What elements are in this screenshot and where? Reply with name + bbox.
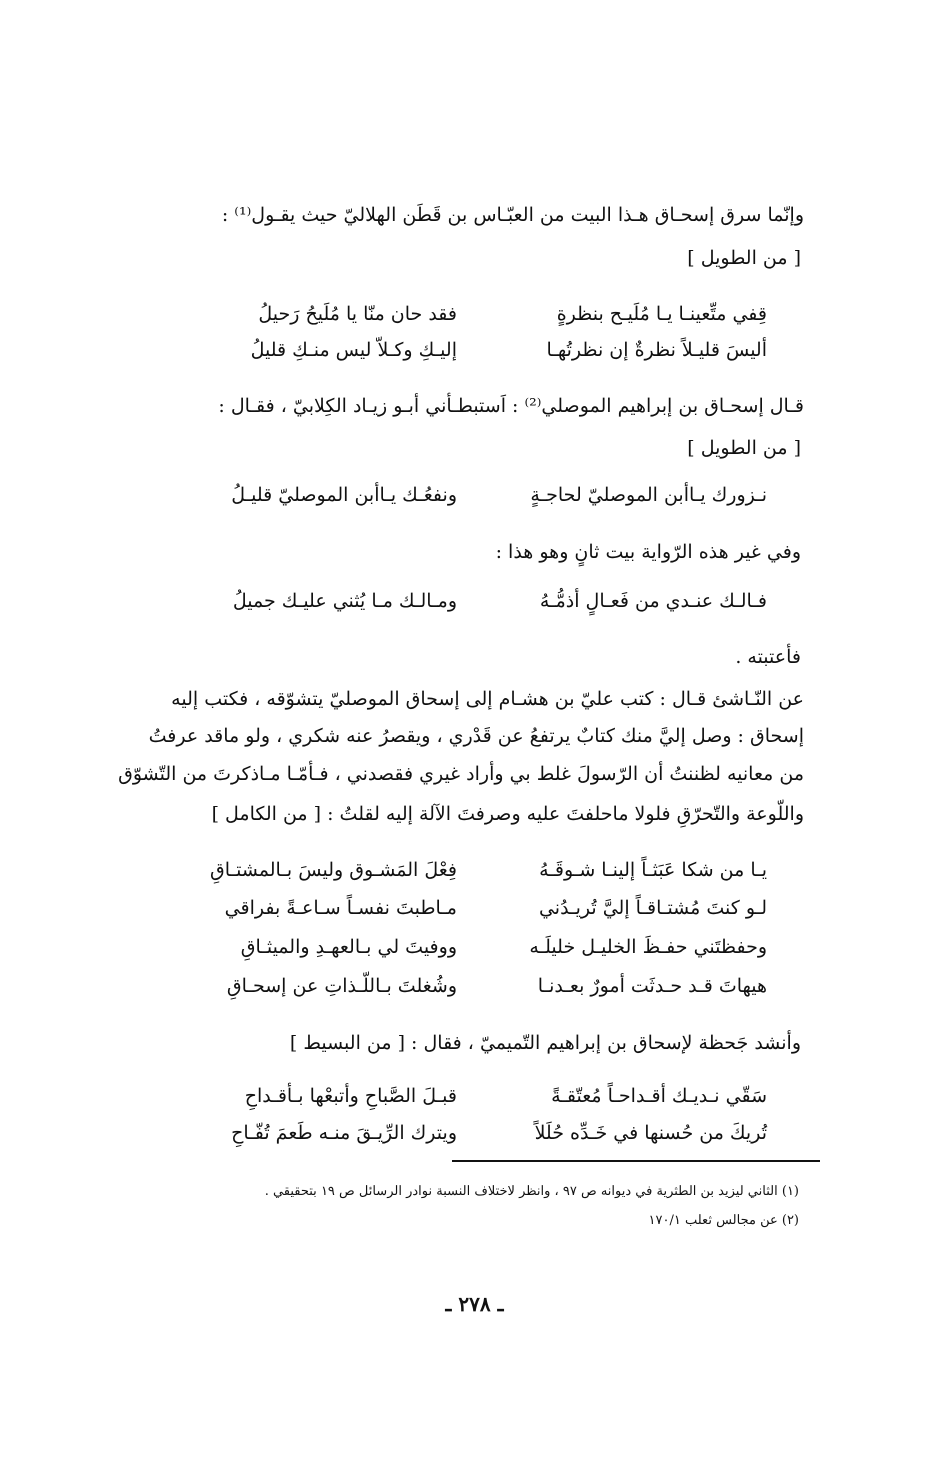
verse-first-hemistich: سَقّي نـديـك أقـداحـاً مُعتّقـةً xyxy=(551,1085,767,1107)
footnote: (٢) عن مجالس ثعلب ١٧٠/١ xyxy=(648,1213,799,1228)
verse-first-hemistich: نـزورك يـاأبن الموصليّ لحاجـةٍ xyxy=(530,484,767,506)
paragraph-line: فأعتبته . xyxy=(735,646,801,668)
verse-first-hemistich: أليسَ قليـلاً نظرةٌ إن نظرتُهـا xyxy=(546,339,767,361)
paragraph-line: وإنّما سرق إسحـاق هـذا البيت من العبّـاس بن قَطَن الهلاليّ حيث يقـول⁽¹⁾ : xyxy=(221,204,804,226)
meter-label: [ من الطويل ] xyxy=(687,247,801,269)
verse-first-hemistich: يـا من شكا عَبَثـاً إلينـا شـوقَـهُ xyxy=(539,859,767,881)
paragraph-line: وفي غير هذه الرّواية بيت ثانٍ وهو هذا : xyxy=(495,541,801,563)
verse-second-hemistich: قبـلَ الصَّباحِ وأتبعْها بـأقـداحِ xyxy=(244,1085,457,1107)
paragraph-line: وأنشد جَحظة لإسحاق بن إبراهيم التّميميّ ، فقال : [ من البسيط ] xyxy=(289,1032,801,1054)
paragraph-line: إسحاق : وصل إليَّ منك كتابٌ يرتفعُ عن قَدْري ، ويقصرُ عنه شكري ، ولو ماقد عرفتُ xyxy=(148,725,804,747)
page-number: ـ ٢٧٨ ـ xyxy=(445,1292,504,1316)
paragraph-line: عن النّـاشئ قـال : كتب عليّ بن هشـام إلى إسحاق الموصليّ يتشوّقه ، فكتب إليه xyxy=(171,688,804,710)
verse-second-hemistich: مـاطبتَ نفسـاً سـاعـةً بفراقي xyxy=(224,897,457,919)
verse-second-hemistich: ووفيتَ لي بـالعهـدِ والميثـاقِ xyxy=(240,936,457,958)
verse-first-hemistich: قِفي متِّعينـا يـا مُلَيـح بنظرةٍ xyxy=(556,303,767,325)
verse-second-hemistich: فقد حان منّا يا مُلَيحُ رَحيلُ xyxy=(258,303,457,325)
verse-second-hemistich: وشُغلتَ بـاللّـذاتِ عن إسحـاقِ xyxy=(226,975,457,997)
verse-second-hemistich: إليـكِ وكـلاّ ليس منـكِ قليلُ xyxy=(250,339,457,361)
verse-second-hemistich: ونفعُـك يـاأبن الموصليّ قليـلُ xyxy=(231,484,457,506)
footnote: (١) الثاني ليزيد بن الطثرية في ديوانه ص ٩٧ ، وانظر لاختلاف النسبة نوادر الرسائل ص ١٩ بتحقيقي . xyxy=(264,1184,799,1199)
verse-second-hemistich: فِعْلَ المَشـوق وليسَ بـالمشتـاقِ xyxy=(210,859,457,881)
paragraph-line: قـال إسحـاق بن إبراهيم الموصلي⁽²⁾ : اَستبطـأني أبـو زيـاد الكِلابيّ ، فقـال : xyxy=(218,395,804,417)
verse-first-hemistich: وحفظتَني حفـظَ الخليـل خليلَـه xyxy=(529,936,767,958)
paragraph-line: واللّوعة والتّحرّقِ فلولا ماحلفتَ عليه وصرفتَ الآلة إليه لقلتُ : [ من الكامل ] xyxy=(211,803,804,825)
verse-second-hemistich: ويترك الرِّيـقَ منـه طَعمَ تُفّـاحِ xyxy=(231,1122,457,1144)
verse-first-hemistich: هيهاتَ قـد حـدثَت أمورٌ بعـدنـا xyxy=(537,975,767,997)
verse-first-hemistich: تُريكَ من حُسنها في خَـدِّه حُلَلاً xyxy=(534,1122,767,1144)
verse-first-hemistich: فـالـك عنـدي من فَعـالٍ أذمُّـهُ xyxy=(539,590,767,612)
meter-label: [ من الطويل ] xyxy=(687,437,801,459)
verse-second-hemistich: ومـالـك مـا يُثني عليـك جميلُ xyxy=(232,590,457,612)
footnote-separator xyxy=(452,1160,820,1162)
verse-first-hemistich: لـو كنتَ مُشتـاقـاً إليَّ تُريـدُني xyxy=(538,897,767,919)
paragraph-line: من معانيه لظننتُ أن الرّسولَ غلط بي وأراد غيري فقصدني ، فـأمّـا مـاذكرتَ من التّشوّق xyxy=(118,763,804,785)
